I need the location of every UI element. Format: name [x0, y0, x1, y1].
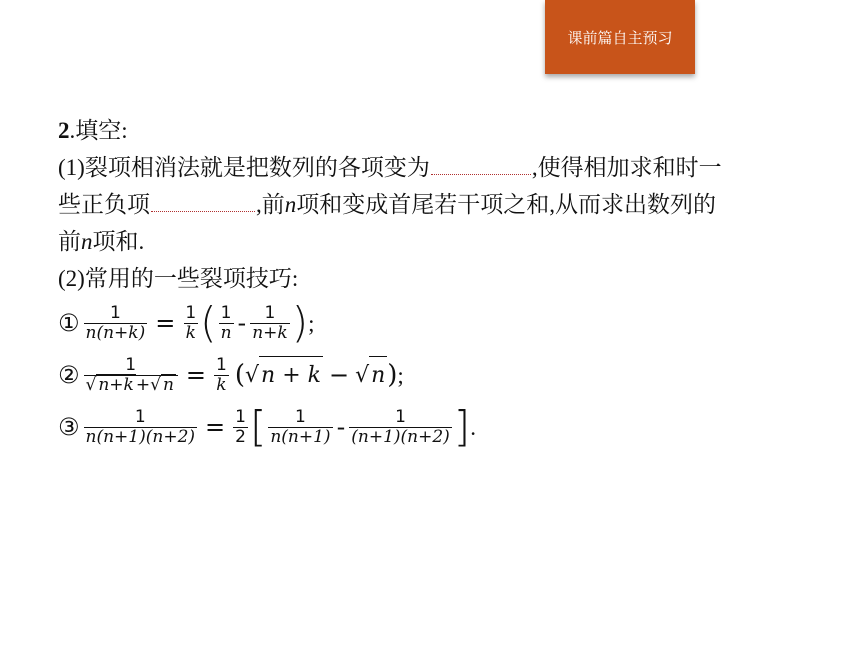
f3-b-num: 1: [395, 406, 406, 427]
formula-3-term-a: [268, 408, 332, 447]
formula-1-term-a: [219, 304, 234, 343]
f3-a-num: 1: [295, 406, 306, 427]
f1-close-paren: ): [291, 298, 309, 347]
f2-rhs-a: n + k: [259, 356, 323, 394]
paragraph-1-line-2: [58, 186, 818, 223]
formula-2: [58, 349, 818, 401]
sqrt-icon: √: [85, 374, 97, 395]
f2-lhs-den-b: n: [162, 374, 174, 395]
f1-a-den: n: [220, 322, 232, 343]
blank-2: [151, 193, 255, 212]
blank-1: [431, 156, 531, 175]
formula-1-term-b: [250, 304, 290, 343]
f2-coef-num: 1: [216, 354, 227, 375]
question-title-text: .填空:: [69, 118, 128, 143]
formula-3-term-b: [349, 408, 452, 447]
p1-var-n-2: n: [81, 229, 93, 254]
f2-close-paren: ): [387, 359, 398, 390]
f3-minus: -: [336, 412, 346, 441]
question-title: [58, 112, 818, 149]
paragraph-1-line-3: [58, 223, 818, 260]
sqrt-icon: √: [355, 362, 370, 388]
formula-3-lhs: [84, 408, 198, 447]
f3-lhs-den: n(n+1)(n+2): [85, 426, 196, 447]
f1-lhs-num: 1: [109, 302, 121, 323]
formula-3-marker: ③: [58, 412, 80, 441]
p1-text-h: 项和.: [92, 229, 145, 254]
p1-text-d: ,前: [256, 192, 285, 217]
formula-1-marker: ①: [58, 308, 80, 337]
f2-coef-den: k: [216, 374, 227, 395]
f1-coef-num: 1: [185, 302, 197, 323]
p1-text-f: 前: [58, 229, 81, 254]
p1-var-n: n: [284, 192, 297, 217]
f1-end: ;: [308, 310, 315, 336]
f3-coef-den: 2: [235, 426, 246, 447]
question-content: [58, 112, 818, 453]
p1-text-a: (1)裂项相消法就是把数列的各项变为: [58, 155, 430, 180]
f1-open-paren: (: [200, 298, 217, 347]
f1-b-num: 1: [264, 302, 276, 323]
sqrt-icon: √: [150, 374, 161, 395]
f2-lhs-den-a: n+k: [98, 374, 134, 395]
f3-open-bracket: [: [249, 402, 267, 451]
formula-1-coef: [183, 304, 198, 343]
section-tag-label: 课前篇自主预习: [567, 28, 673, 47]
sqrt-icon: √: [245, 362, 260, 388]
formula-2-marker: ②: [58, 360, 80, 389]
formula-3: [58, 401, 818, 453]
f1-lhs-den: n(n+k): [85, 322, 146, 343]
f2-open-paren: (: [234, 359, 245, 390]
f2-rhs-b: n: [369, 356, 387, 394]
formula-1-lhs: [84, 304, 148, 343]
p1-text-c: 些正负项: [58, 192, 150, 217]
f2-lhs-num: 1: [125, 354, 137, 375]
f3-end: .: [470, 414, 476, 440]
section-tag: [545, 0, 695, 74]
f2-rhs-minus: −: [328, 360, 350, 389]
f2-end: ;: [397, 362, 404, 388]
p1-text-e: 项和变成首尾若干项之和,从而求出数列的: [296, 192, 716, 217]
f1-b-den: n+k: [252, 322, 288, 343]
f1-a-num: 1: [220, 302, 232, 323]
f3-eq: =: [205, 412, 226, 441]
f3-b-den: (n+1)(n+2): [351, 426, 450, 447]
paragraph-2: [58, 260, 818, 297]
f2-eq: =: [185, 360, 207, 389]
f1-eq: =: [155, 308, 176, 337]
f3-close-bracket: ]: [453, 402, 471, 451]
formula-1: [58, 297, 818, 349]
p2-text: (2)常用的一些裂项技巧:: [58, 266, 299, 291]
paragraph-1-line-1: [58, 149, 818, 186]
f3-coef-num: 1: [235, 406, 246, 427]
formula-2-coef: [214, 356, 229, 395]
p1-text-b: ,使得相加求和时一: [531, 155, 722, 180]
question-number: 2: [58, 118, 70, 143]
formula-3-coef: [233, 408, 248, 447]
f2-lhs-den: [84, 375, 178, 395]
f2-lhs-den-plus: +: [135, 374, 151, 395]
formula-2-lhs: [84, 356, 178, 395]
f1-minus: -: [237, 308, 247, 337]
f3-lhs-num: 1: [134, 406, 146, 427]
f3-a-den: n(n+1): [270, 426, 331, 447]
f1-coef-den: k: [185, 322, 196, 343]
